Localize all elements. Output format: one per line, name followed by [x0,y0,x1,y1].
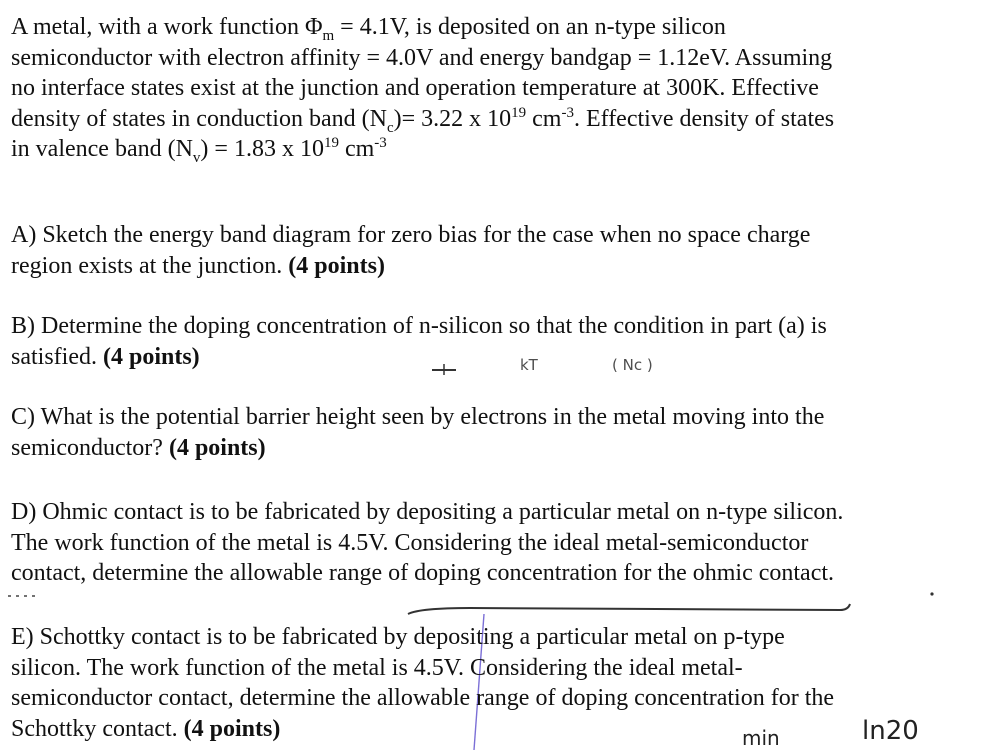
intro-line-1: A metal, with a work function $\Phi_m = 4.1V$, is deposited on an n-type silicon [11,14,726,44]
handwritten-min: min [742,726,780,750]
question-part-c [11,402,971,463]
handwritten-nc: ( Nc ) [612,356,653,374]
part-c-line-1: C) What is the potential barrier height seen by electrons in the metal moving into the [11,404,825,430]
part-e-line-3: semiconductor contact, determine the allowable range of doping concentration for the [11,685,835,711]
part-d-line-2: The work function of the metal is 4.5V. Considering the ideal metal-semiconductor [11,529,809,556]
part-b-line-2: satisfied. (4 points) [11,343,200,370]
part-d-line-1: D) Ohmic contact is to be fabricated by depositing a particular metal on n-type silicon. [11,499,844,525]
intro-line-2: semiconductor with electron affinity = 4.0V and energy bandgap = 1.12eV. Assuming [11,44,833,71]
intro-line-3: no interface states exist at the junction and operation temperature at 300K. Effective [11,75,819,101]
intro-line-5: in valence band $(N_v) = 1.83$ x $10^{19}$ $cm^{-3}$ [11,135,387,166]
handwritten-ln20: ln20 [862,716,919,746]
part-a-line-2: region exists at the junction. (4 points) [11,252,385,279]
question-part-d [11,497,971,589]
part-e-line-1: E) Schottky contact is to be fabricated by depositing a particular metal on p-type [11,624,785,650]
question-part-e [11,622,971,744]
question-part-b [11,311,971,372]
part-c-line-2: semiconductor? (4 points) [11,434,266,461]
part-a-line-1: A) Sketch the energy band diagram for zero bias for the case when no space charge [11,222,811,248]
part-e-line-2: silicon. The work function of the metal is 4.5V. Considering the ideal metal- [11,654,743,681]
part-e-line-4: Schottky contact. (4 points) [11,715,281,742]
part-a-points: (4 points) [288,252,385,279]
part-b-line-1: B) Determine the doping concentration of n-silicon so that the condition in part (a) is [11,313,827,339]
question-part-a [11,220,971,281]
part-c-points: (4 points) [168,434,266,461]
part-d-line-3: contact, determine the allowable range of doping concentration for the ohmic contact. [11,560,835,586]
part-b-points: (4 points) [102,343,200,370]
handwritten-kt: kT [520,356,538,374]
intro-line-4: density of states in conduction band $(N_c)= 3.22$ x $10^{19}$ $cm^{-3}$. Effective density of states [11,104,835,136]
intro-paragraph [11,12,971,165]
part-e-points: (4 points) [183,715,281,742]
pen-star-mark [430,362,460,376]
